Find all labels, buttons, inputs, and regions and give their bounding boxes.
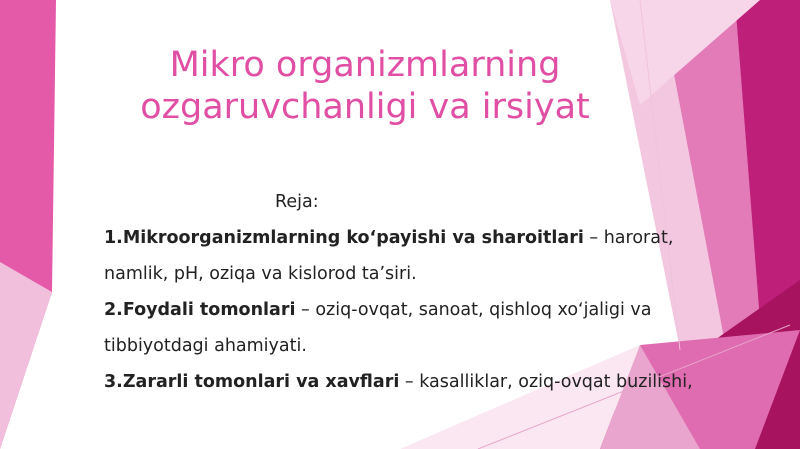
plan-item-1 — [104, 220, 724, 256]
plan-item-1-title: 1.Mikroorganizmlarning koʻpayishi va sharoitlari — [104, 228, 584, 248]
plan-item-2-continuation: tibbiyotdagi ahamiyati. — [104, 336, 307, 356]
plan-item-2-text: – oziq-ovqat, sanoat, qishloq xoʻjaligi va — [295, 300, 652, 320]
slide-title — [90, 44, 640, 128]
left-light-band — [0, 262, 52, 449]
title-line-1: Mikro organizmlarning — [169, 45, 561, 85]
plan-heading: Reja: — [275, 192, 319, 212]
title-line-2: ozgaruvchanligi va irsiyat — [140, 87, 590, 127]
slide-body — [104, 184, 724, 400]
plan-item-3-title: 3.Zararli tomonlari va xavflari — [104, 372, 400, 392]
plan-item-2-title: 2.Foydali tomonlari — [104, 300, 296, 320]
plan-item-3 — [104, 364, 724, 400]
plan-item-3-text: – kasalliklar, oziq-ovqat buzilishi, — [399, 372, 693, 392]
plan-item-1-text: – harorat, — [583, 228, 674, 248]
plan-item-2 — [104, 292, 724, 328]
plan-item-1-continuation: namlik, pH, oziqa va kislorod taʼsiri. — [104, 264, 417, 284]
